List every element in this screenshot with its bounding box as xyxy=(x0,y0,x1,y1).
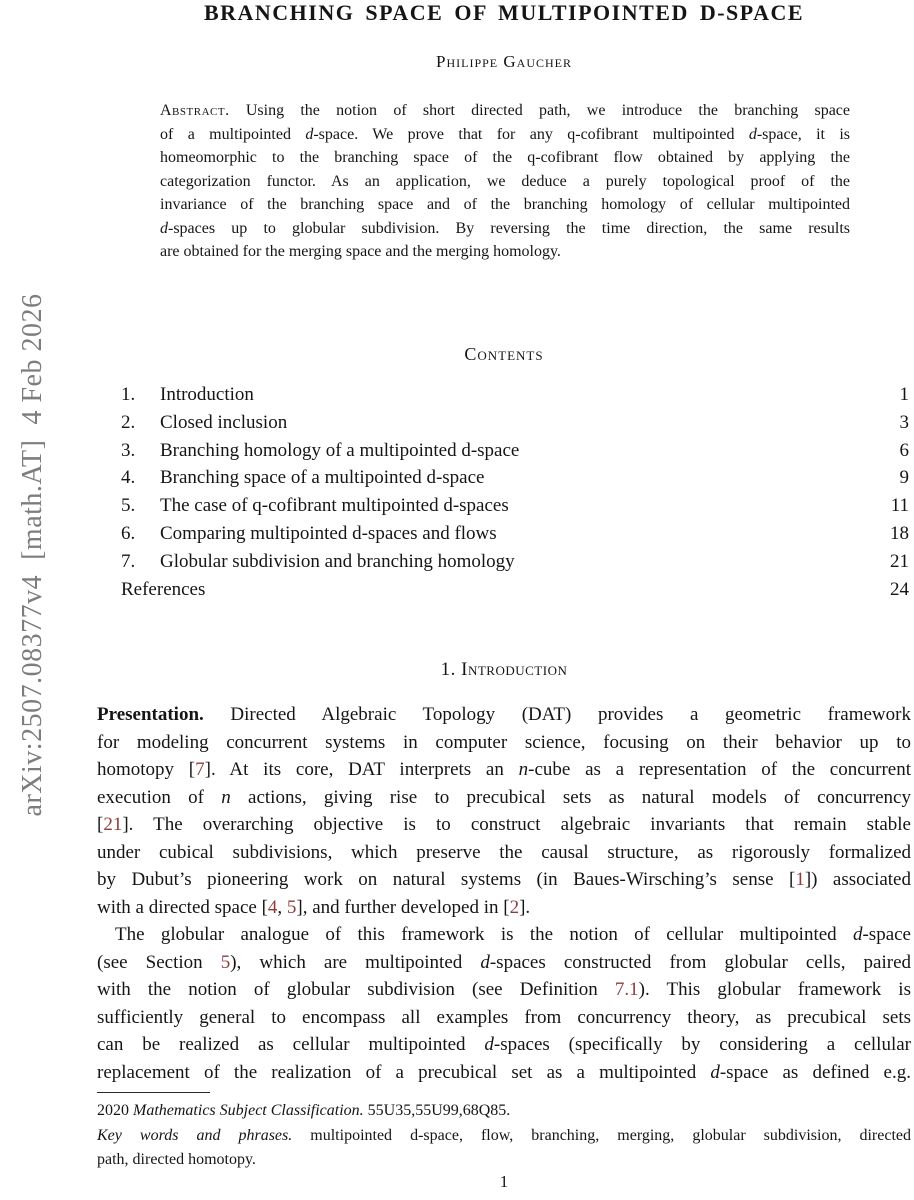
toc-entry-number: 7. xyxy=(121,550,136,572)
text-line xyxy=(160,99,850,123)
text-segment: -space xyxy=(862,924,911,945)
toc-entry-label: Closed inclusion xyxy=(160,411,288,433)
citation-link[interactable]: 21 xyxy=(103,814,123,835)
citation-link[interactable]: 5 xyxy=(286,896,297,918)
text-line xyxy=(97,1099,911,1124)
toc-entry-page: 24 xyxy=(890,578,909,600)
text-segment: -cube as a representation of the concurrent xyxy=(528,759,911,780)
text-segment: n xyxy=(518,759,529,780)
text-segment: d xyxy=(305,125,314,143)
text-segment: (see Section xyxy=(97,951,221,973)
contents-heading: Contents xyxy=(464,344,544,364)
text-segment: 2020 xyxy=(97,1102,133,1119)
text-line xyxy=(97,949,911,977)
text-segment: with the notion of globular subdivision (see Definition xyxy=(97,979,615,1000)
text-segment: sufficiently general to encompass all examples from concurrency theory, as precubical sets xyxy=(97,1006,911,1028)
paper-title: BRANCHING SPACE OF MULTIPOINTED D-SPACE xyxy=(203,0,805,25)
toc-entry-number: 4. xyxy=(121,467,136,489)
text-segment: Key words and phrases. xyxy=(97,1126,293,1144)
text-segment: by Dubut’s pioneering work on natural systems (in Baues-Wirsching’s sense [ xyxy=(97,869,796,890)
toc-entry[interactable] xyxy=(97,548,911,576)
text-line xyxy=(97,839,911,867)
text-segment: d xyxy=(852,924,863,945)
paper-content xyxy=(97,0,911,1200)
text-line xyxy=(97,866,911,894)
toc-entry-label: The case of q-cofibrant multipointed d-spaces xyxy=(160,495,509,517)
text-segment: d xyxy=(748,125,757,143)
text-segment: ]. At its core, DAT interprets an xyxy=(204,759,519,780)
text-segment: [ xyxy=(97,814,104,835)
text-segment: multipointed d-space, flow, branching, merging, globular subdivision, directed xyxy=(292,1126,912,1144)
text-segment: homeomorphic to the branching space of the q-cofibrant flow obtained by applying the xyxy=(160,149,850,166)
text-segment: homotopy [ xyxy=(97,759,196,780)
intro-paragraph-presentation xyxy=(97,701,911,921)
text-segment: Abstract. xyxy=(160,102,230,119)
footnote-block xyxy=(97,1092,911,1173)
toc-entry-number: 3. xyxy=(121,439,136,461)
text-segment: for modeling concurrent systems in computer science, focusing on their behavior up to xyxy=(97,731,911,753)
citation-link[interactable]: 7.1 xyxy=(614,979,639,1000)
text-line xyxy=(160,146,850,170)
toc-entry-page: 3 xyxy=(899,411,909,433)
text-segment: -space. We prove that for any q-cofibrant multipointed xyxy=(313,125,749,143)
text-segment: d xyxy=(160,219,168,237)
text-line xyxy=(97,811,911,839)
toc-entry-page: 21 xyxy=(890,550,909,572)
citation-link[interactable]: 1 xyxy=(795,869,805,890)
toc-entry[interactable] xyxy=(97,576,911,604)
text-segment: d xyxy=(480,951,490,973)
text-segment: -spaces up to globular subdivision. By reversing the time direction, the same results xyxy=(168,219,850,237)
toc-entry[interactable] xyxy=(97,520,911,548)
toc-entry-number: 5. xyxy=(121,495,136,517)
citation-link[interactable]: 2 xyxy=(509,896,520,918)
text-segment: replacement of the realization of a precubical set as a multipointed xyxy=(97,1061,711,1083)
page-number: 1 xyxy=(499,1172,509,1191)
text-segment: , xyxy=(277,896,287,918)
toc-entry-label: Comparing multipointed d-spaces and flows xyxy=(160,522,497,544)
toc-entry-label: References xyxy=(121,578,206,600)
text-segment: can be realized as cellular multipointed xyxy=(97,1034,485,1055)
text-line xyxy=(97,701,911,729)
paper-author: Philippe Gaucher xyxy=(436,52,572,71)
text-line xyxy=(97,729,911,757)
text-segment: -space, it is xyxy=(756,125,851,143)
toc-entry-page: 1 xyxy=(899,384,909,405)
text-line xyxy=(160,170,850,194)
toc-entry[interactable] xyxy=(97,464,911,492)
text-segment: with a directed space [ xyxy=(97,896,268,918)
text-segment: Directed Algebraic Topology (DAT) provides a geometric framework xyxy=(203,704,911,725)
text-segment: The globular analogue of this framework is the notion of cellular multipointed xyxy=(115,924,853,945)
text-line xyxy=(97,756,911,784)
arxiv-watermark: arXiv:2507.08377v4 [math.AT] 4 Feb 2026 xyxy=(17,293,48,817)
text-segment: ]. The overarching objective is to construct algebraic invariants that remain stable xyxy=(122,814,911,835)
abstract-block xyxy=(160,99,850,264)
toc-entry-label: Globular subdivision and branching homology xyxy=(160,550,515,572)
text-line xyxy=(97,1059,911,1087)
section-1-heading: 1. Introduction xyxy=(440,659,568,680)
text-line xyxy=(160,123,850,147)
text-segment: ]. xyxy=(519,896,531,918)
toc-entry-number: 2. xyxy=(121,411,136,433)
text-segment: of a multipointed xyxy=(160,125,306,143)
citation-link[interactable]: 7 xyxy=(195,759,205,780)
text-line xyxy=(97,1004,911,1032)
toc-entry[interactable] xyxy=(97,437,911,465)
text-line xyxy=(97,1124,911,1149)
text-segment: d xyxy=(484,1034,494,1055)
text-segment: ], and further developed in [ xyxy=(296,896,510,918)
text-segment: invariance of the branching space and of the branching homology of cellular multipointed xyxy=(160,196,850,213)
text-segment: n xyxy=(221,786,231,808)
toc-entry[interactable] xyxy=(97,381,911,409)
text-line xyxy=(97,1148,911,1173)
footnote-lines xyxy=(97,1099,911,1173)
text-segment: Presentation. xyxy=(97,704,204,725)
toc-entry-number: 6. xyxy=(121,522,136,544)
text-line xyxy=(97,976,911,1004)
citation-link[interactable]: 4 xyxy=(267,896,278,918)
text-segment: Mathematics Subject Classification. xyxy=(133,1102,364,1119)
toc-entry[interactable] xyxy=(97,409,911,437)
toc-entry-page: 9 xyxy=(899,467,909,489)
text-segment: -space as defined e.g. xyxy=(719,1061,911,1083)
footnote-rule xyxy=(97,1092,210,1093)
text-segment: ), which are multipointed xyxy=(230,951,481,973)
toc-entry-number: 1. xyxy=(121,384,136,405)
text-line xyxy=(97,1031,911,1059)
toc-entry-page: 6 xyxy=(899,439,909,461)
toc-entry[interactable] xyxy=(97,492,911,520)
text-line xyxy=(160,193,850,217)
text-segment: Using the notion of short directed path, we introduce the branching space xyxy=(229,102,850,119)
text-line xyxy=(160,217,850,241)
table-of-contents xyxy=(97,381,911,603)
text-segment: d xyxy=(710,1061,720,1083)
text-segment: under cubical subdivisions, which preserve the causal structure, as rigorously formalized xyxy=(97,841,911,863)
text-segment: actions, giving rise to precubical sets as natural models of concurrency xyxy=(230,786,911,808)
toc-entry-label: Branching space of a multipointed d-space xyxy=(160,467,485,489)
text-segment: -spaces constructed from globular cells, paired xyxy=(489,951,911,973)
text-segment: are obtained for the merging space and the merging homology. xyxy=(160,243,561,260)
text-line xyxy=(97,921,911,949)
intro-paragraph-globular xyxy=(97,921,911,1086)
text-line xyxy=(97,784,911,812)
text-line xyxy=(97,894,911,922)
text-segment: -spaces (specifically by considering a cellular xyxy=(493,1034,911,1055)
text-segment: ]) associated xyxy=(804,869,911,890)
toc-entry-label: Branching homology of a multipointed d-space xyxy=(160,439,520,461)
citation-link[interactable]: 5 xyxy=(220,951,231,973)
text-segment: 55U35,55U99,68Q85. xyxy=(363,1102,511,1119)
text-segment: path, directed homotopy. xyxy=(97,1151,256,1168)
text-segment: ). This globular framework is xyxy=(638,979,911,1000)
text-segment: categorization functor. As an application, we deduce a purely topological proof of the xyxy=(160,172,850,190)
toc-entry-page: 11 xyxy=(890,495,909,517)
toc-entry-label: Introduction xyxy=(160,384,254,405)
toc-entry-page: 18 xyxy=(890,522,909,544)
text-segment: execution of xyxy=(97,786,222,808)
text-line xyxy=(160,240,850,264)
